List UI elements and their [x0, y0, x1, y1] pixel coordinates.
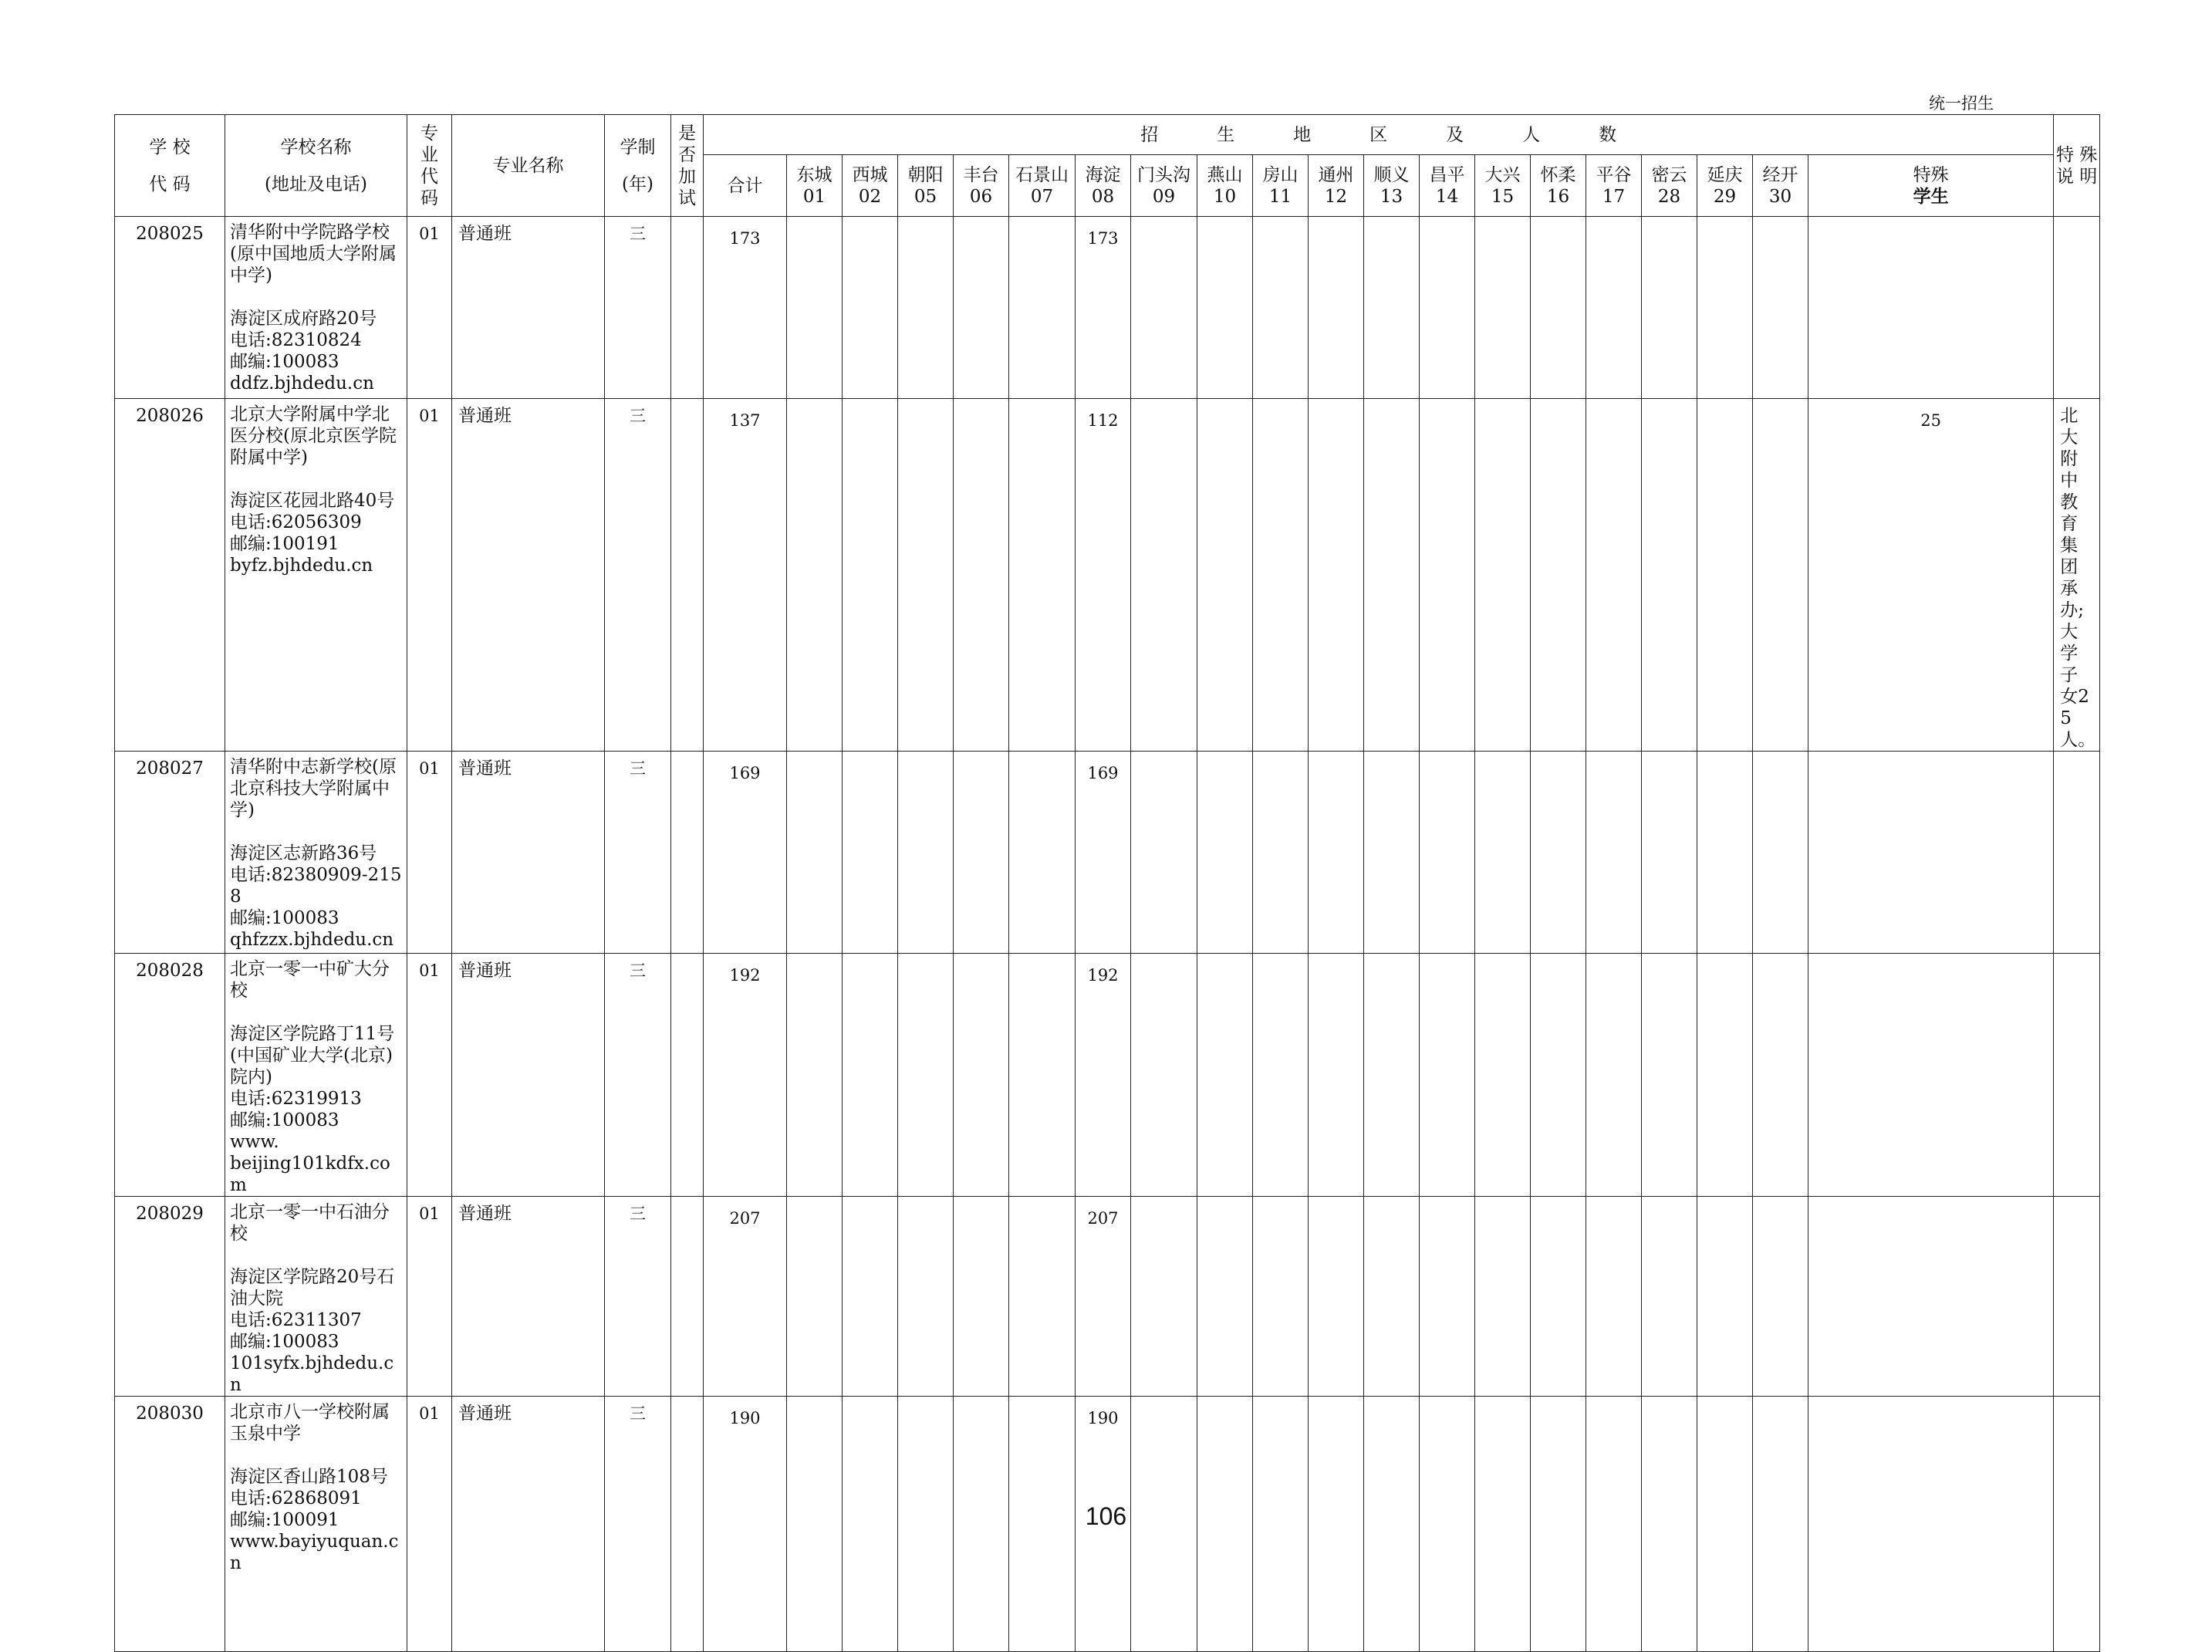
header-district: [1009, 155, 1076, 217]
special-note: [2054, 217, 2100, 399]
header-school-code: 学 校 代 码: [115, 115, 225, 217]
district-count: [954, 1197, 1009, 1397]
school-code: 208029: [115, 1197, 225, 1397]
district-name: 平谷: [1596, 164, 1632, 185]
major-name: 普通班: [452, 217, 605, 399]
district-count: [1642, 217, 1697, 399]
district-count: [898, 399, 954, 752]
district-count: [1009, 399, 1076, 752]
major-code: 01: [407, 1197, 452, 1397]
district-count: [1753, 217, 1808, 399]
school-code: 208025: [115, 217, 225, 399]
district-count: [1009, 1197, 1076, 1397]
header-major-code: 专 业 代 码: [407, 115, 452, 217]
district-name: 房山: [1262, 164, 1298, 185]
district-count: [1697, 752, 1753, 954]
district-count: [1475, 954, 1531, 1197]
district-count: 169: [1076, 752, 1131, 954]
district-count: [1309, 1197, 1364, 1397]
school-name: 北京市八一学校附属玉泉中学: [230, 1402, 390, 1444]
school-address-line: 邮编:100083: [230, 352, 339, 372]
spacer: [230, 468, 402, 490]
district-count: [1642, 1197, 1697, 1397]
header-major-name: 专业名称: [452, 115, 605, 217]
district-code: 07: [1030, 186, 1054, 207]
school-address-line: 101syfx.bjhdedu.cn: [230, 1353, 394, 1395]
school-name: 清华附中志新学校(原北京科技大学附属中学): [230, 757, 397, 820]
total-count: 190: [704, 1397, 787, 1652]
major-code: 01: [407, 752, 452, 954]
district-count: [1586, 954, 1642, 1197]
district-code: 06: [969, 186, 993, 207]
school-code: 208026: [115, 399, 225, 752]
district-name: 昌平: [1429, 164, 1465, 185]
page-number: 106: [1085, 1502, 1127, 1530]
major-code: 01: [407, 217, 452, 399]
region-title-char: 数: [1599, 124, 1617, 145]
district-count: [1253, 217, 1309, 399]
school-address-line: 海淀区学院路20号石油大院: [230, 1267, 395, 1309]
district-count: [1420, 1197, 1475, 1397]
special-note: [2054, 954, 2100, 1197]
district-count: [1309, 217, 1364, 399]
district-count: [1309, 752, 1364, 954]
district-count: [1642, 752, 1697, 954]
duration: 三: [605, 1197, 671, 1397]
table-row: [115, 752, 2100, 954]
header-special-note: 特 殊 说 明: [2054, 115, 2100, 217]
major-code: 01: [407, 954, 452, 1197]
total-count: 137: [704, 399, 787, 752]
school-name-cell: [225, 752, 407, 954]
header-district: [1808, 155, 2054, 217]
extra-test: [671, 954, 704, 1197]
school-name-cell: [225, 399, 407, 752]
district-count: [1586, 217, 1642, 399]
district-code: 13: [1380, 186, 1403, 207]
district-count: [1420, 752, 1475, 954]
header-district: [898, 155, 954, 217]
district-count: [1697, 954, 1753, 1197]
district-count: [1531, 954, 1586, 1197]
district-name: 石景山: [1015, 164, 1069, 185]
spacer: [230, 1002, 402, 1023]
school-address-line: 电话:62868091: [230, 1488, 362, 1508]
district-count: [1586, 399, 1642, 752]
district-count: [1197, 399, 1253, 752]
school-code: 208027: [115, 752, 225, 954]
school-name: 北京一零一中矿大分校: [230, 959, 390, 1001]
header-district: [1197, 155, 1253, 217]
district-count: [1475, 752, 1531, 954]
header-district: [843, 155, 898, 217]
enrollment-table: [114, 114, 2100, 1652]
district-count: [1309, 399, 1364, 752]
district-count: [1253, 399, 1309, 752]
district-code: 10: [1213, 186, 1237, 207]
district-count: [898, 752, 954, 954]
district-name: 怀柔: [1540, 164, 1576, 185]
spacer: [230, 1444, 402, 1466]
district-count: [1364, 954, 1420, 1197]
school-address-line: 电话:62319913: [230, 1089, 362, 1109]
header-extra-test: 是 否 加 试: [671, 115, 704, 217]
header-district: [1475, 155, 1531, 217]
header-district: [1309, 155, 1364, 217]
district-name: 特殊: [1913, 164, 1949, 185]
header-district: [1364, 155, 1420, 217]
duration: 三: [605, 954, 671, 1197]
district-count: [1131, 1197, 1197, 1397]
district-count: [843, 399, 898, 752]
table-row: [115, 954, 2100, 1197]
school-address-line: 海淀区学院路丁11号(中国矿业大学(北京)院内): [230, 1024, 395, 1087]
district-count: [1753, 399, 1808, 752]
district-count: [1697, 1197, 1753, 1397]
district-name: 西城: [852, 164, 888, 185]
district-count: [1753, 1197, 1808, 1397]
school-name: 北京大学附属中学北医分校(原北京医学院附属中学): [230, 404, 397, 468]
school-address-line: 邮编:100083: [230, 908, 339, 928]
district-count: [787, 752, 843, 954]
school-name-cell: [225, 954, 407, 1197]
spacer: [230, 286, 402, 308]
special-note: 北大附中教育集团承办;大学子女25人。: [2054, 399, 2100, 752]
header-district: [1420, 155, 1475, 217]
special-note: [2054, 752, 2100, 954]
header-district: [1076, 155, 1131, 217]
extra-test: [671, 217, 704, 399]
district-count: [1197, 752, 1253, 954]
school-address-line: 电话:62311307: [230, 1310, 362, 1330]
school-address-line: ddfz.bjhdedu.cn: [230, 373, 374, 394]
school-address-line: 海淀区花园北路40号: [230, 491, 395, 511]
region-title-char: 区: [1369, 124, 1388, 145]
district-count: [1420, 399, 1475, 752]
district-count: [787, 954, 843, 1197]
extra-test: [671, 752, 704, 954]
district-count: 112: [1076, 399, 1131, 752]
district-count: [898, 954, 954, 1197]
total-count: 207: [704, 1197, 787, 1397]
district-count: [954, 752, 1009, 954]
header-district: [1697, 155, 1753, 217]
district-code: 29: [1713, 186, 1737, 207]
district-count: [1420, 217, 1475, 399]
district-count: [1753, 752, 1808, 954]
total-count: 169: [704, 752, 787, 954]
district-count: [1586, 1197, 1642, 1397]
district-code: 01: [802, 186, 826, 207]
district-code: 02: [858, 186, 882, 207]
district-count: [787, 1197, 843, 1397]
district-count: [1364, 399, 1420, 752]
header-district: [787, 155, 843, 217]
district-count: [1642, 399, 1697, 752]
school-address-line: 海淀区香山路108号: [230, 1467, 388, 1487]
district-count: [1808, 752, 2054, 954]
header-district: [1253, 155, 1309, 217]
header-region-title: [704, 115, 2054, 155]
district-count: [1697, 217, 1753, 399]
district-code: 15: [1491, 186, 1515, 207]
district-count: [1197, 954, 1253, 1197]
school-address-line: 邮编:100083: [230, 1332, 339, 1352]
district-code: 28: [1657, 186, 1681, 207]
district-count: [1253, 954, 1309, 1197]
school-address-line: qhfzzx.bjhdedu.cn: [230, 930, 394, 950]
major-code: 01: [407, 399, 452, 752]
school-address-line: www.: [230, 1132, 279, 1152]
district-count: [954, 217, 1009, 399]
region-title-char: 人: [1522, 124, 1541, 145]
district-code: 12: [1324, 186, 1348, 207]
region-title-char: 地: [1293, 124, 1312, 145]
district-count: [1131, 752, 1197, 954]
district-code: 16: [1546, 186, 1570, 207]
district-count: [1131, 399, 1197, 752]
top-note: 统一招生: [1929, 94, 1994, 113]
school-address-line: 电话:62056309: [230, 512, 362, 532]
district-name: 海淀: [1085, 164, 1121, 185]
district-count: [898, 1197, 954, 1397]
header-district: [954, 155, 1009, 217]
duration: 三: [605, 752, 671, 954]
header-district: [1586, 155, 1642, 217]
district-count: [843, 954, 898, 1197]
header-total: 合计: [704, 155, 787, 217]
district-count: [843, 752, 898, 954]
spacer: [230, 1245, 402, 1266]
district-count: [1420, 954, 1475, 1197]
header-school-name: 学校名称 (地址及电话): [225, 115, 407, 217]
major-name: 普通班: [452, 399, 605, 752]
district-code: 09: [1152, 186, 1176, 207]
header-district: [1131, 155, 1197, 217]
district-count: [1364, 1197, 1420, 1397]
major-name: 普通班: [452, 1397, 605, 1652]
school-address-line: 海淀区成府路20号: [230, 309, 377, 329]
district-count: [954, 954, 1009, 1197]
major-name: 普通班: [452, 1197, 605, 1397]
district-code: 14: [1435, 186, 1459, 207]
district-count: 192: [1076, 954, 1131, 1197]
special-note: [2054, 1197, 2100, 1397]
spacer: [230, 821, 402, 843]
district-count: [1197, 1197, 1253, 1397]
school-code: 208028: [115, 954, 225, 1197]
district-count: [1697, 399, 1753, 752]
district-code: 05: [914, 186, 937, 207]
district-count: [1531, 217, 1586, 399]
district-name: 密云: [1651, 164, 1687, 185]
total-count: 173: [704, 217, 787, 399]
school-name-cell: [225, 217, 407, 399]
school-address-line: 邮编:100083: [230, 1110, 339, 1130]
school-address-line: byfz.bjhdedu.cn: [230, 556, 373, 576]
district-count: [1531, 399, 1586, 752]
table-row: [115, 1197, 2100, 1397]
duration: 三: [605, 399, 671, 752]
district-count: [1364, 752, 1420, 954]
school-address-line: beijing101kdfx.com: [230, 1154, 390, 1195]
header-district: [1642, 155, 1697, 217]
district-count: 207: [1076, 1197, 1131, 1397]
district-count: [1253, 1197, 1309, 1397]
district-count: [1531, 1197, 1586, 1397]
district-count: [843, 217, 898, 399]
major-code: 01: [407, 1397, 452, 1652]
district-count: [1753, 954, 1808, 1197]
header-duration: 学制 (年): [605, 115, 671, 217]
district-code: 17: [1602, 186, 1626, 207]
extra-test: [671, 1197, 704, 1397]
district-count: [1642, 954, 1697, 1197]
district-name: 燕山: [1207, 164, 1243, 185]
district-count: [1309, 954, 1364, 1197]
district-count: [1531, 752, 1586, 954]
school-name-cell: [225, 1197, 407, 1397]
district-count: [1197, 217, 1253, 399]
district-count: [1475, 217, 1531, 399]
district-count: [1364, 217, 1420, 399]
major-name: 普通班: [452, 752, 605, 954]
extra-test: [671, 399, 704, 752]
region-title-char: 生: [1217, 124, 1235, 145]
region-title-char: 招: [1140, 124, 1159, 145]
district-name: 门头沟: [1137, 164, 1190, 185]
district-name: 通州: [1318, 164, 1354, 185]
school-address-line: 电话:82380909-2158: [230, 865, 402, 907]
table-row: [115, 217, 2100, 399]
school-address-line: 电话:82310824: [230, 330, 362, 350]
district-count: [1009, 217, 1076, 399]
district-count: [1131, 217, 1197, 399]
district-count: [898, 217, 954, 399]
district-count: [787, 217, 843, 399]
school-name: 北京一零一中石油分校: [230, 1202, 390, 1244]
district-count: [843, 1197, 898, 1397]
school-address-line: www.bayiyuquan.cn: [230, 1532, 399, 1573]
district-count: 173: [1076, 217, 1131, 399]
school-address-line: 邮编:100091: [230, 1510, 339, 1530]
district-count: 25: [1808, 399, 2054, 752]
district-count: [787, 399, 843, 752]
district-count: [1808, 217, 2054, 399]
district-count: [1253, 752, 1309, 954]
district-code: 学生: [1913, 185, 1949, 207]
duration: 三: [605, 217, 671, 399]
header-district: [1531, 155, 1586, 217]
district-count: [1808, 1197, 2054, 1397]
district-count: [1808, 954, 2054, 1197]
school-name: 清华附中学院路学校(原中国地质大学附属中学): [230, 222, 397, 285]
header-district: [1753, 155, 1808, 217]
district-count: [1475, 399, 1531, 752]
district-count: 190: [1076, 1397, 1131, 1652]
region-title-char: 及: [1446, 124, 1464, 145]
district-name: 经开: [1762, 164, 1798, 185]
district-count: [1009, 954, 1076, 1197]
district-code: 11: [1268, 186, 1292, 207]
school-code: 208030: [115, 1397, 225, 1652]
district-name: 大兴: [1484, 164, 1521, 185]
district-code: 08: [1091, 186, 1115, 207]
district-count: [1009, 752, 1076, 954]
district-code: 30: [1768, 186, 1792, 207]
district-count: [1131, 954, 1197, 1197]
major-name: 普通班: [452, 954, 605, 1197]
school-address-line: 邮编:100191: [230, 534, 339, 554]
district-count: [954, 399, 1009, 752]
district-count: [1475, 1197, 1531, 1397]
district-name: 延庆: [1707, 164, 1743, 185]
district-name: 顺义: [1373, 164, 1410, 185]
table-row: [115, 399, 2100, 752]
district-name: 朝阳: [907, 164, 944, 185]
district-name: 丰台: [963, 164, 999, 185]
district-name: 东城: [796, 164, 832, 185]
total-count: 192: [704, 954, 787, 1197]
school-address-line: 海淀区志新路36号: [230, 843, 377, 863]
district-count: [1586, 752, 1642, 954]
duration: 三: [605, 1397, 671, 1652]
